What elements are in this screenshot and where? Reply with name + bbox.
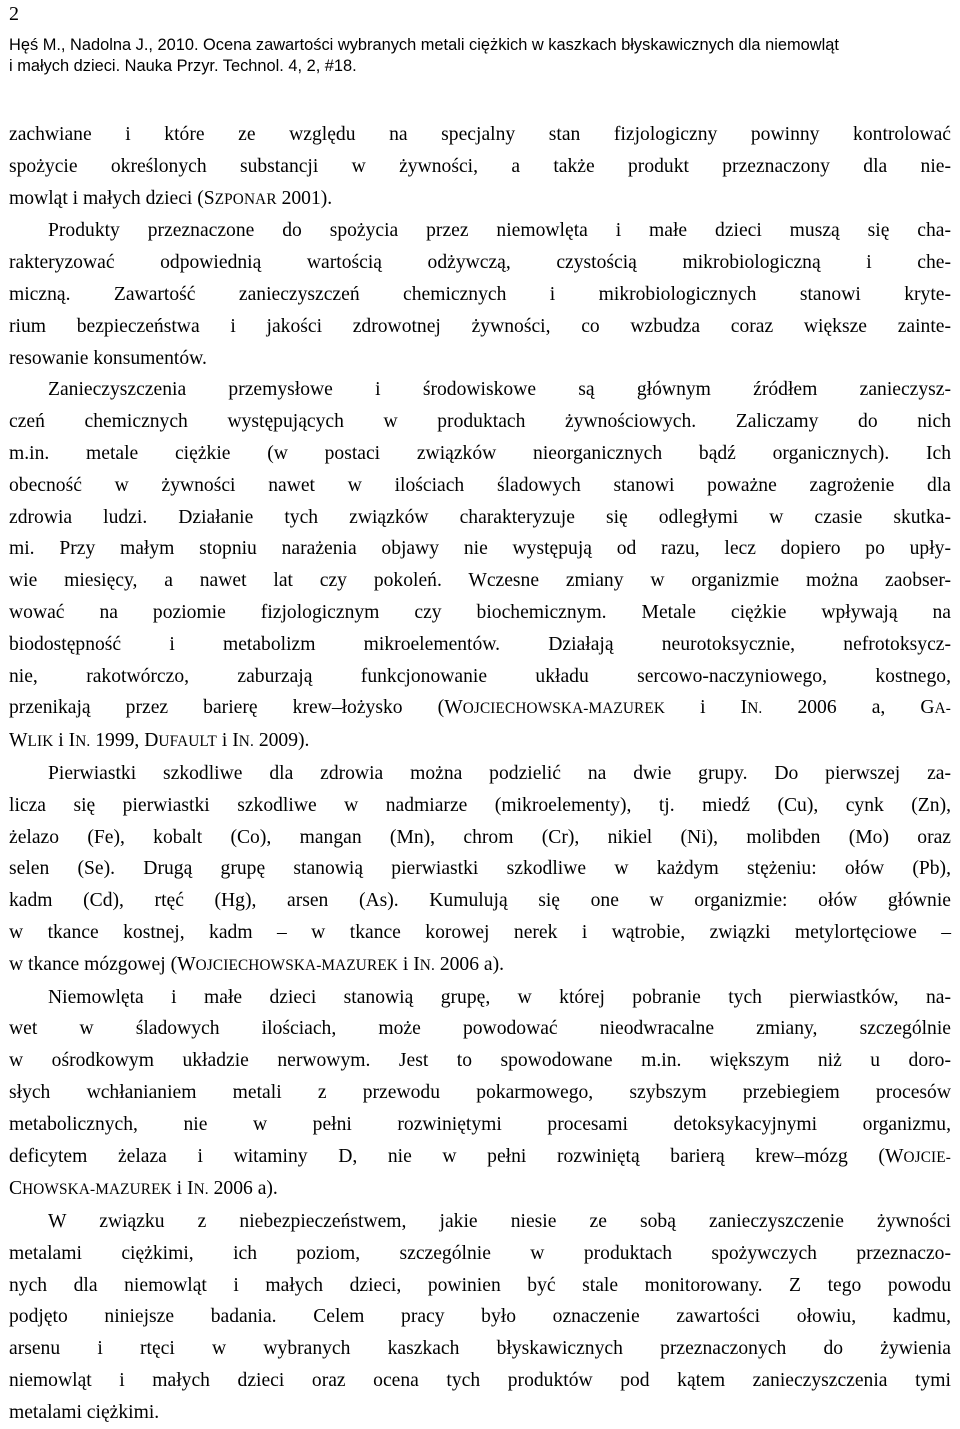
paragraph [9, 982, 951, 1207]
text-line: niemowląt i małych dzieci oraz ocena tych produktów pod kątem zanieczyszczenia tymi [9, 1370, 951, 1392]
paragraph [9, 119, 951, 215]
text-line: Pierwiastki szkodliwe dla zdrowia można podzielić na dwie grupy. Do pierwszej za- [48, 762, 951, 784]
text-line: przenikają przez barierę krew–łożysko (WOJCIECHOWSKA-MAZUREK i IN. 2006 a, GA- [9, 697, 951, 719]
citation-line-1: Hęś M., Nadolna J., 2010. Ocena zawartości wybranych metali ciężkich w kaszkach błyskawicznych dla niemowląt [9, 36, 839, 54]
text-line: metalami ciężkimi, ich poziom, szczególnie w produktach spożywczych przeznaczo- [9, 1242, 951, 1264]
text-line: rakteryzować odpowiednią wartością odżywczą, czystością mikrobiologiczną i che- [9, 252, 951, 274]
text-line: wować na poziomie fizjologicznym czy biochemicznym. Metale ciężkie wpływają na [9, 601, 951, 623]
text-line: arsenu i rtęci w wybranych kaszkach błyskawicznych przeznaczonych do żywienia [9, 1338, 951, 1360]
text-line: metabolicznych, nie w pełni rozwiniętymi procesami detoksykacyjnymi organizmu, [9, 1113, 951, 1135]
citation-header [9, 35, 955, 77]
paragraph [9, 215, 951, 374]
text-line: kadm (Cd), rtęć (Hg), arsen (As). Kumulują się one w organizmie: ołów głównie [9, 890, 951, 912]
text-line: Produkty przeznaczone do spożycia przez niemowlęta i małe dzieci muszą się cha- [48, 220, 951, 242]
text-line: CHOWSKA-MAZUREK i IN. 2006 a). [9, 1178, 278, 1200]
text-line: mowląt i małych dzieci (SZPONAR 2001). [9, 187, 333, 209]
text-line: metalami ciężkimi. [9, 1401, 160, 1423]
page-number: 2 [9, 3, 19, 25]
text-line: W związku z niebezpieczeństwem, jakie niesie ze sobą zanieczyszczenie żywności [48, 1211, 951, 1233]
text-line: obecność w żywności nawet w ilościach śladowych stanowi poważne zagrożenie dla [9, 474, 951, 496]
text-line: rium bezpieczeństwa i jakości zdrowotnej żywności, co wzbudza coraz większe zainte- [9, 315, 951, 337]
text-line: resowanie konsumentów. [9, 347, 207, 369]
text-line: czeń chemicznych występujących w produktach żywnościowych. Zaliczamy do nich [9, 411, 951, 433]
text-line: zachwiane i które ze względu na specjalny stan fizjologiczny powinny kontrolować [9, 124, 951, 145]
paragraph [9, 374, 951, 758]
text-line: Niemowlęta i małe dzieci stanowią grupę, w której pobranie tych pierwiastków, na- [48, 986, 951, 1008]
text-line: nych dla niemowląt i małych dzieci, powinien być stale monitorowany. Z tego powodu [9, 1274, 951, 1296]
text-line: zdrowia ludzi. Działanie tych związków charakteryzuje się odległymi w czasie skutka- [9, 506, 951, 528]
citation-line-2: i małych dzieci. Nauka Przyr. Technol. 4, 2, #18. [9, 57, 357, 75]
text-line: biodostępność i metabolizm mikroelementów. Działają neurotoksycznie, nefrotoksycz- [9, 633, 951, 655]
body-text [9, 119, 951, 1429]
text-line: Zanieczyszczenia przemysłowe i środowiskowe są głównym źródłem zanieczysz- [48, 379, 951, 401]
text-line: słych wchłanianiem metali z przewodu pokarmowego, szybszym przebiegiem procesów [9, 1081, 951, 1103]
text-line: selen (Se). Drugą grupę stanowią pierwiastki szkodliwe w każdym stężeniu: ołów (Pb), [9, 858, 951, 880]
paragraph [9, 1206, 951, 1429]
paragraph [9, 758, 951, 982]
text-line: WLIK i IN. 1999, DUFAULT i IN. 2009). [9, 730, 310, 752]
text-line: deficytem żelaza i witaminy D, nie w pełni rozwiniętą barierą krew–mózg (WOJCIE- [9, 1145, 951, 1167]
text-line: wet w śladowych ilościach, może powodować nieodwracalne zmiany, szczególnie [9, 1018, 951, 1040]
text-line: wie miesięcy, a nawet lat czy pokoleń. Wczesne zmiany w organizmie można zaobser- [9, 570, 951, 592]
text-line: w ośrodkowym układzie nerwowym. Jest to spowodowane m.in. większym niż u doro- [9, 1050, 951, 1072]
text-line: mi. Przy małym stopniu narażenia objawy nie występują od razu, lecz dopiero po upły- [9, 538, 951, 560]
text-line: spożycie określonych substancji w żywności, a także produkt przeznaczony dla nie- [9, 155, 951, 177]
text-line: żelazo (Fe), kobalt (Co), mangan (Mn), chrom (Cr), nikiel (Ni), molibden (Mo) oraz [9, 826, 951, 848]
text-line: m.in. metale ciężkie (w postaci związków nieorganicznych bądź organicznych). Ich [9, 442, 951, 464]
text-line: podjęto niniejsze badania. Celem pracy było oznaczenie zawartości ołowiu, kadmu, [9, 1306, 951, 1328]
text-line: nie, rakotwórczo, zaburzają funkcjonowanie układu sercowo-naczyniowego, kostnego, [9, 665, 951, 687]
text-line: licza się pierwiastki szkodliwe w nadmiarze (mikroelementy), tj. miedź (Cu), cynk (Zn), [9, 794, 951, 816]
text-line: w tkance mózgowej (WOJCIECHOWSKA-MAZUREK i IN. 2006 a). [9, 953, 505, 975]
text-line: w tkance kostnej, kadm – w tkance korowej nerek i wątrobie, związki metylortęciowe – [9, 921, 951, 943]
text-line: miczną. Zawartość zanieczyszczeń chemicznych i mikrobiologicznych stanowi kryte- [9, 283, 951, 305]
